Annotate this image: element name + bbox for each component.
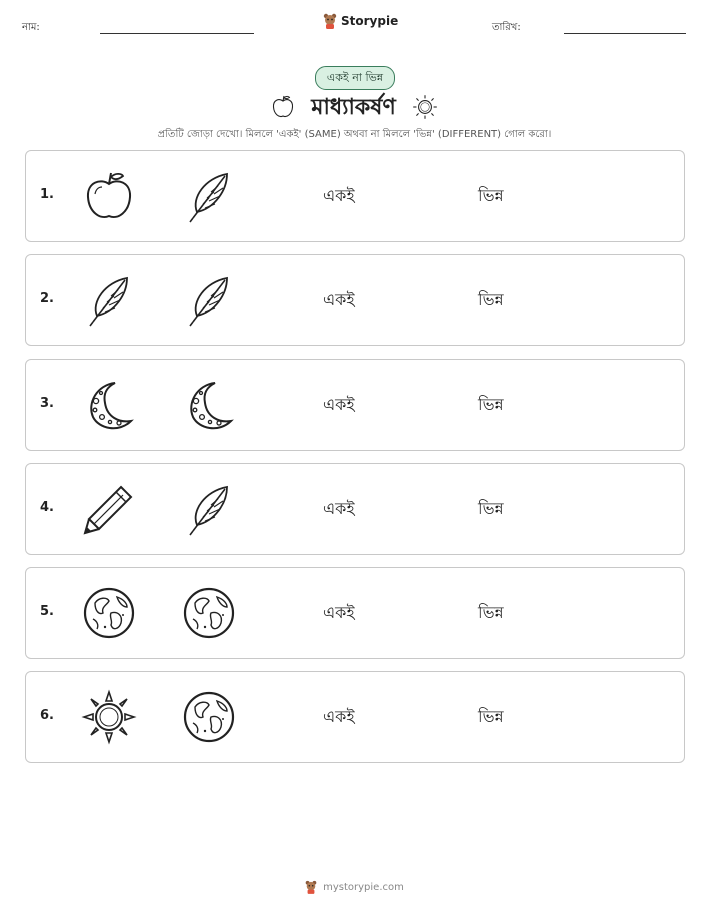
bear-mascot-icon [305,880,317,894]
same-option[interactable]: একই [323,499,355,518]
name-line[interactable] [100,33,254,34]
footer-url: mystorypie.com [323,881,404,893]
brand-name: Storypie [341,14,399,28]
feather-icon [181,168,237,224]
question-number: 4. [40,500,54,515]
earth-icon [181,689,237,745]
different-option[interactable]: ভিন্ন [478,499,504,518]
footer [0,880,709,894]
feather-icon [181,272,237,328]
page-title: মাধ্যাকর্ষণ [311,95,396,120]
date-label: তারিখ: [492,22,521,33]
moon-icon [181,377,237,433]
question-row [25,463,685,555]
name-label: নাম: [22,22,40,33]
earth-icon [181,585,237,641]
question-number: 5. [40,604,54,619]
same-option[interactable]: একই [323,186,355,205]
question-row [25,150,685,242]
sun-title-icon [410,92,440,126]
different-option[interactable]: ভিন্ন [478,290,504,309]
question-number: 2. [40,291,54,306]
same-option[interactable]: একই [323,395,355,414]
different-option[interactable]: ভিন্ন [478,603,504,622]
question-row [25,567,685,659]
title-row [0,90,709,127]
question-number: 6. [40,708,54,723]
apple-title-icon [269,93,297,125]
question-row [25,671,685,763]
activity-badge: একই না ভিন্ন [315,66,395,90]
pencil-icon [81,481,137,537]
question-number: 3. [40,396,54,411]
different-option[interactable]: ভিন্ন [478,395,504,414]
bear-mascot-icon [323,13,337,29]
different-option[interactable]: ভিন্ন [478,186,504,205]
different-option[interactable]: ভিন্ন [478,707,504,726]
apple-icon [81,168,137,224]
sun-icon [81,689,137,745]
question-number: 1. [40,187,54,202]
storypie-logo [323,13,398,29]
same-option[interactable]: একই [323,707,355,726]
instructions: প্রতিটি জোড়া দেখো। মিললে 'একই' (SAME) অথবা না মিললে 'ভিন্ন' (DIFFERENT) গোল করো। [157,129,552,140]
feather-icon [181,481,237,537]
feather-icon [81,272,137,328]
question-row [25,254,685,346]
same-option[interactable]: একই [323,603,355,622]
date-line[interactable] [564,33,686,34]
question-row [25,359,685,451]
moon-icon [81,377,137,433]
same-option[interactable]: একই [323,290,355,309]
earth-icon [81,585,137,641]
